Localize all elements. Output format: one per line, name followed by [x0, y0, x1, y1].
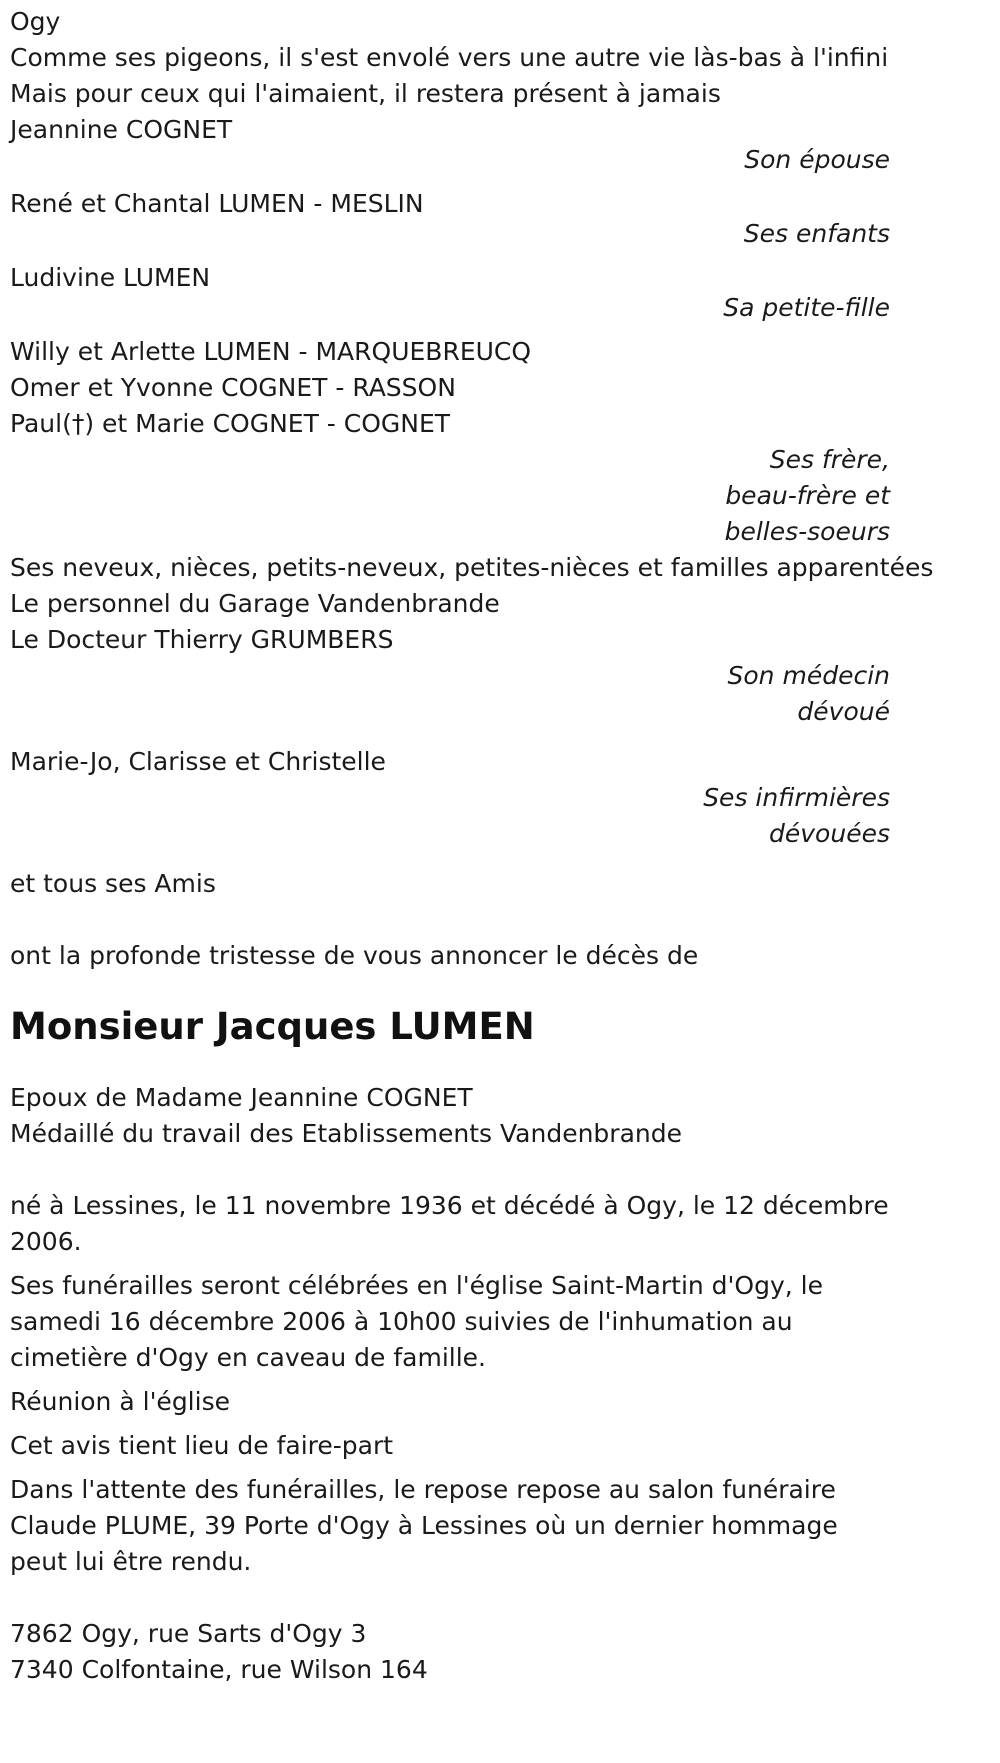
mourner-role: beau-frère et — [725, 481, 890, 510]
mourner-role: Ses enfants — [743, 219, 890, 248]
address-line: 7862 Ogy, rue Sarts d'Ogy 3 — [10, 1619, 367, 1648]
mourner-group — [10, 186, 890, 252]
mourner-name: René et Chantal LUMEN - MESLIN — [10, 189, 424, 218]
mourner-name: Marie-Jo, Clarisse et Christelle — [10, 747, 386, 776]
closing-mourners: et tous ses Amis — [10, 869, 216, 898]
funeral-paragraph: Ses funérailles seront célébrées en l'église Saint-Martin d'Ogy, le samedi 16 décembre 2006 à 10h00 suivies de l'inhumation au cimetière d'Ogy en caveau de famille. — [10, 1271, 823, 1372]
announcement: ont la profonde tristesse de vous annoncer le décès de — [10, 941, 699, 970]
mourner-group — [10, 550, 934, 730]
mourner-role: Son épouse — [744, 145, 890, 174]
spouse-detail: Epoux de Madame Jeannine COGNET — [10, 1083, 473, 1112]
place-name: Ogy — [10, 7, 61, 36]
mourner-role: Ses infirmières — [703, 783, 890, 812]
mourner-group — [10, 334, 890, 550]
mourner-name: Le Docteur Thierry GRUMBERS — [10, 625, 394, 654]
deceased-name: Monsieur Jacques LUMEN — [10, 1005, 535, 1048]
meeting-paragraph: Réunion à l'église — [10, 1387, 230, 1416]
mourner-name: Ses neveux, nièces, petits-neveux, petites-nièces et familles apparentées — [10, 553, 934, 582]
mourner-role: dévoué — [797, 697, 890, 726]
mourner-role: Sa petite-fille — [723, 293, 890, 322]
birth-death-paragraph: né à Lessines, le 11 novembre 1936 et décédé à Ogy, le 12 décembre 2006. — [10, 1191, 889, 1256]
mourner-group — [10, 260, 890, 326]
mourner-name: Le personnel du Garage Vandenbrande — [10, 589, 500, 618]
mourner-name: Paul(†) et Marie COGNET - COGNET — [10, 409, 451, 438]
mourner-role: Son médecin — [727, 661, 890, 690]
mourner-name: Ludivine LUMEN — [10, 263, 211, 292]
mourner-name: Jeannine COGNET — [10, 115, 233, 144]
verse-line-2: Mais pour ceux qui l'aimaient, il restera présent à jamais — [10, 79, 721, 108]
mourner-role: dévouées — [769, 819, 890, 848]
mourner-name: Omer et Yvonne COGNET - RASSON — [10, 373, 456, 402]
mourner-role: Ses frère, — [769, 445, 890, 474]
rest-paragraph: Dans l'attente des funérailles, le repose repose au salon funéraire Claude PLUME, 39 Porte d'Ogy à Lessines où un dernier hommage peut lui être rendu. — [10, 1475, 838, 1576]
mourner-group — [10, 744, 890, 852]
mourner-role: belles-soeurs — [724, 517, 890, 546]
address-line: 7340 Colfontaine, rue Wilson 164 — [10, 1655, 428, 1684]
mourner-group — [10, 112, 890, 178]
notice-paragraph: Cet avis tient lieu de faire-part — [10, 1431, 394, 1460]
verse-line-1: Comme ses pigeons, il s'est envolé vers une autre vie làs-bas à l'infini — [10, 43, 889, 72]
mourner-name: Willy et Arlette LUMEN - MARQUEBREUCQ — [10, 337, 532, 366]
medal-detail: Médaillé du travail des Etablissements Vandenbrande — [10, 1119, 682, 1148]
